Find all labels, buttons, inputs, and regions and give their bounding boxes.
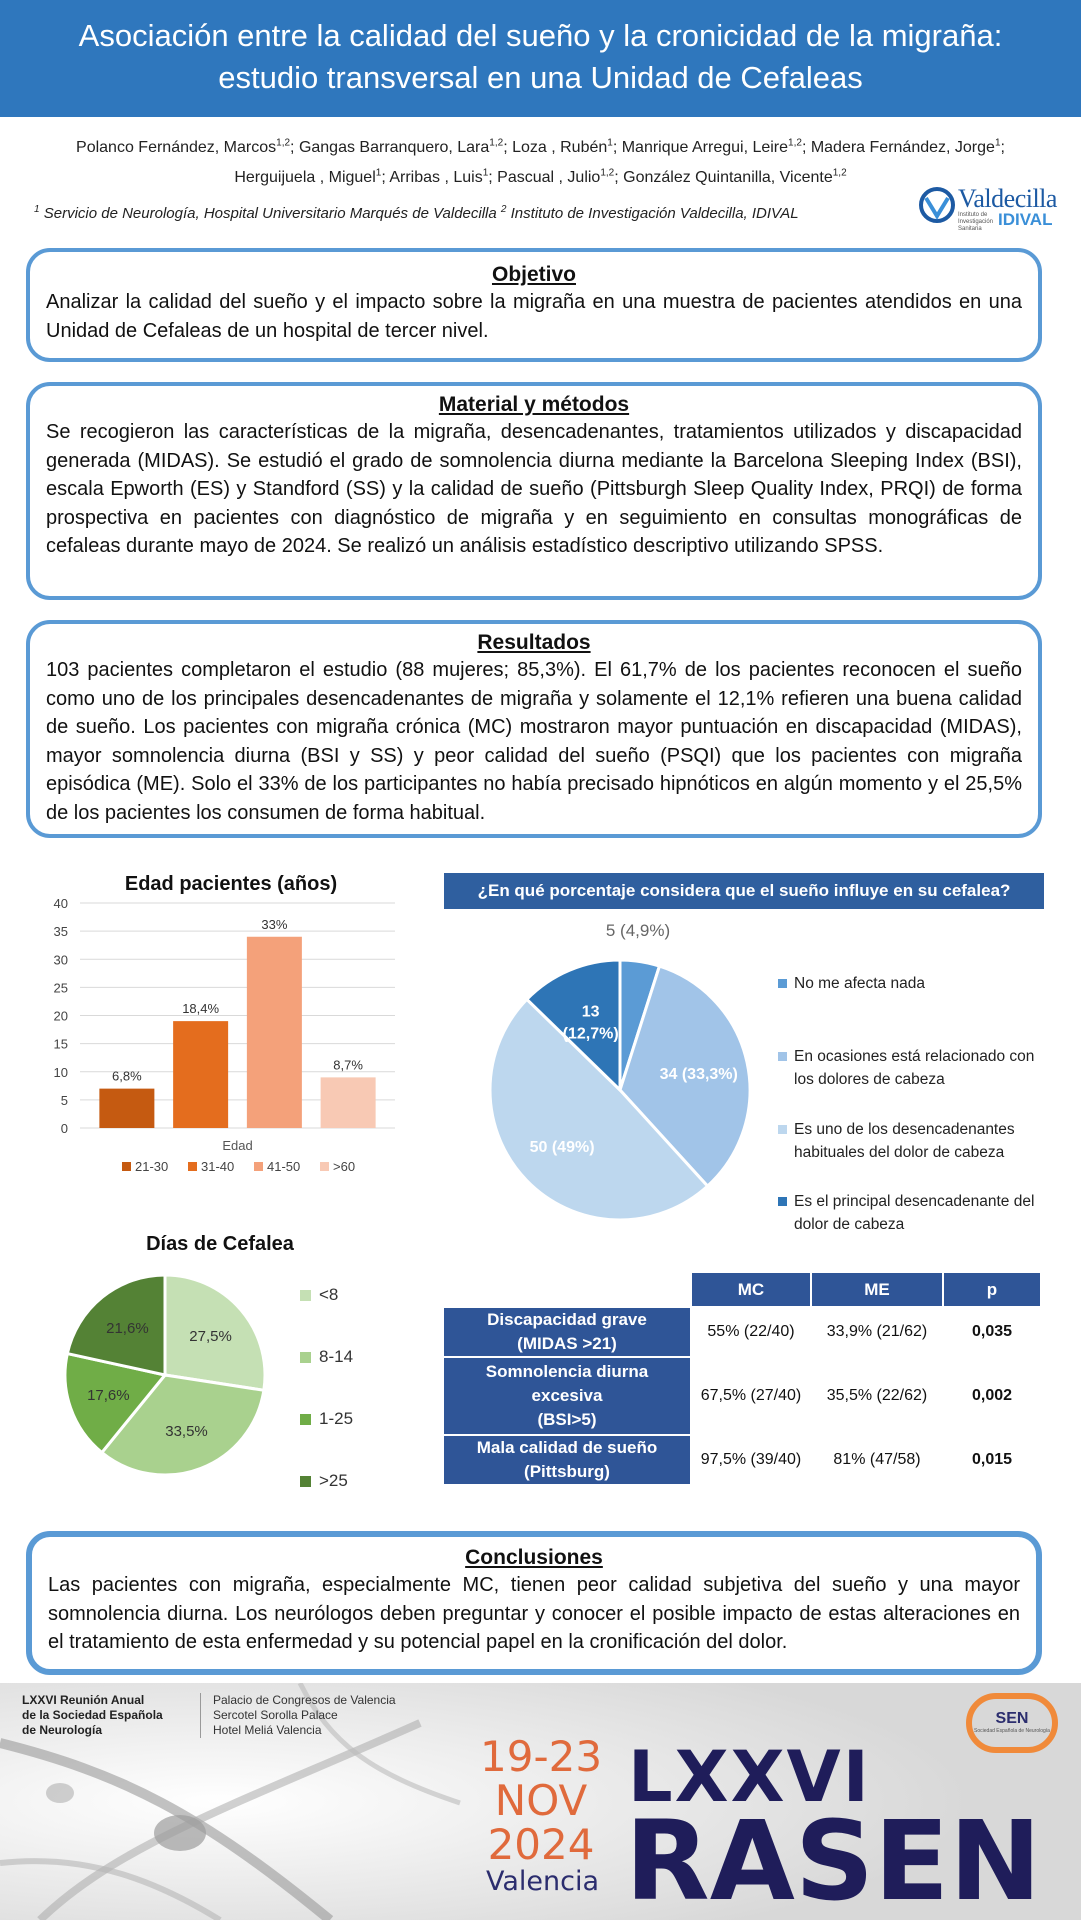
y-tick-label: 10	[53, 1064, 68, 1080]
column-header-p: p	[944, 1273, 1040, 1306]
legend-label: 21-30	[135, 1159, 169, 1174]
cell-me: 33,9% (21/62)	[826, 1323, 928, 1340]
conclusiones-heading: Conclusiones	[465, 1546, 603, 1569]
idival-name: IDIVAL	[998, 210, 1053, 229]
valdecilla-mark-icon	[918, 186, 956, 224]
venue-list: Palacio de Congresos de Valencia Sercotel Sorolla Palace Hotel Meliá Valencia	[200, 1693, 396, 1738]
cell-mc: 55% (22/40)	[707, 1323, 795, 1340]
bar	[247, 937, 302, 1128]
legend-swatch	[300, 1290, 311, 1301]
bar	[173, 1021, 228, 1128]
pie-legend-item: No me afecta nada	[778, 972, 1048, 995]
author: Madera Fernández, Jorge$^1$;	[810, 138, 1005, 157]
influence-pie-chart	[470, 912, 770, 1232]
author: Gangas Barranquero, Lara$^{1,2}$;	[298, 138, 513, 157]
y-tick-label: 35	[53, 924, 68, 940]
author-list	[20, 131, 1061, 190]
dias-legend-item: <8	[300, 1285, 338, 1305]
legend-swatch	[254, 1162, 263, 1171]
resultados-text: 103 pacientes completaron el estudio (88 mujeres; 85,3%). El 61,7% de los pacientes reconocen el sueño como uno de los principales desencadenantes de migraña y solamente el 12,1% refieren una buena calidad de sueño. Los pacientes con migraña crónica (MC) mostraron mayor puntuación en discapacidad (MIDAS), mayor somnolencia diurna (BSI y SS) y peor calidad del sueño (PSQI) que los pacientes con migraña episódica (ME). Solo el 33% de los participantes no había precisado hipnóticos en algún momento y el 25,5% de los pacientes los consumen de forma habitual.	[46, 659, 1022, 824]
legend-swatch	[300, 1476, 311, 1487]
slice-label: 50 (49%)	[529, 1139, 595, 1157]
slice-label: 5 (4,9%)	[605, 921, 671, 940]
conclusiones-text: Las pacientes con migraña, especialmente MC, tienen peor calidad subjetiva del sueño y una mayor somnolencia diurna. Los neurólogos deben preguntar y conocer el posible impacto de estas alteraciones en el tratamiento de esta enfermedad y su potencial papel en la cronificación del dolor.	[48, 1574, 1020, 1653]
legend-swatch	[300, 1352, 311, 1363]
bar-data-label: 6,8%	[112, 1068, 142, 1084]
objetivo-heading: Objetivo	[491, 263, 576, 286]
pie-legend-item: Es el principal desencadenante del dolor de cabeza	[778, 1190, 1048, 1236]
author: Herguijuela , Miguel$^1$;	[234, 167, 390, 186]
cell-me: 81% (47/58)	[833, 1451, 921, 1468]
days-pie-chart	[50, 1260, 290, 1500]
legend-swatch	[778, 1197, 787, 1206]
bar-chart-title: Edad pacientes (años)	[124, 873, 338, 895]
table-row	[444, 1308, 1040, 1356]
valdecilla-name: Valdecilla	[958, 184, 1057, 213]
y-tick-label: 40	[53, 896, 68, 911]
bar-data-label: 33%	[261, 916, 288, 932]
legend-swatch	[778, 1052, 787, 1061]
pie-legend-item: Es uno de los desencadenantes habituales del dolor de cabeza	[778, 1118, 1048, 1164]
x-axis-label: Edad	[222, 1138, 253, 1153]
legend-label: 31-40	[201, 1159, 235, 1174]
column-header-mc: MC	[692, 1273, 810, 1306]
cell-p: 0,015	[971, 1451, 1013, 1468]
sen-logo: SEN Sociedad Española de Neurología	[966, 1693, 1058, 1753]
row-label: Mala calidad de sueño (Pittsburg)	[444, 1436, 690, 1484]
legend-label: >60	[333, 1159, 356, 1174]
brand-rasen: RASEN	[625, 1797, 1042, 1920]
conclusiones-section	[26, 1531, 1042, 1675]
y-tick-label: 30	[53, 952, 68, 968]
slice-label: 27,5%	[189, 1327, 232, 1345]
bar	[99, 1089, 154, 1128]
cell-mc: 97,5% (39/40)	[700, 1451, 802, 1468]
y-tick-label: 25	[53, 980, 68, 996]
pie-chart-title: ¿En qué porcentaje considera que el sueño influye en su cefalea?	[444, 873, 1044, 909]
row-label: Discapacidad grave (MIDAS >21)	[444, 1308, 690, 1356]
resultados-heading: Resultados	[477, 631, 591, 654]
y-tick-label: 20	[53, 1008, 68, 1024]
row-label: Somnolencia diurna excesiva (BSI>5)	[444, 1358, 690, 1434]
metodos-section	[26, 382, 1042, 600]
cell-p: 0,002	[971, 1387, 1013, 1404]
author: Manrique Arregui, Leire$^{1,2}$;	[621, 138, 811, 157]
bar-data-label: 18,4%	[182, 1001, 220, 1017]
legend-swatch	[778, 979, 787, 988]
author: González Quintanilla, Vicente$^{1,2}$	[623, 167, 847, 186]
title-line-2: estudio transversal en una Unidad de Cefaleas	[218, 60, 863, 95]
legend-swatch	[188, 1162, 197, 1171]
bar-data-label: 8,7%	[333, 1057, 363, 1073]
author: Arribas , Luis$^1$;	[389, 167, 498, 186]
resultados-section	[26, 620, 1042, 838]
meeting-name: LXXVI Reunión Anual de la Sociedad Española de Neurología	[22, 1693, 163, 1737]
dias-legend-item: 8-14	[300, 1347, 353, 1367]
metodos-text: Se recogieron las características de la migraña, desencadenantes, tratamientos utilizados y discapacidad generada (MIDAS). Se estudió el grado de somnolencia diurna mediante la Barcelona Sleeping Index (BSI), escala Epworth (ES) y Standford (SS) y la calidad de sueño (Pittsburgh Sleep Quality Index, PRQI) de forma prospectiva en pacientes con diagnóstico de migraña y en seguimiento en consultas monográficas de cefaleas durante mayo de 2024. Se realizó un análisis estadístico descriptivo utilizando SPSS.	[46, 421, 1022, 557]
metodos-heading: Material y métodos	[438, 393, 630, 416]
legend-label: 41-50	[267, 1159, 301, 1174]
congress-city: Valencia	[486, 1866, 600, 1897]
author: Polanco Fernández, Marcos$^{1,2}$;	[76, 138, 299, 157]
affiliations: $^1$ Servicio de Neurología, Hospital Universitario Marqués de Valdecilla $^2$ Instituto de Investigación Valdecilla, IDIVAL	[34, 204, 799, 222]
results-table	[442, 1271, 1042, 1486]
congress-banner	[0, 1683, 1081, 1920]
legend-swatch	[320, 1162, 329, 1171]
table-row	[444, 1358, 1040, 1434]
author: Pascual , Julio$^{1,2}$;	[497, 167, 624, 186]
legend-swatch	[122, 1162, 131, 1171]
legend-swatch	[778, 1125, 787, 1134]
valdecilla-sub: Instituto de Investigación Sanitaria	[958, 212, 994, 232]
cell-me: 35,5% (22/62)	[826, 1387, 928, 1404]
valdecilla-logo	[918, 184, 1068, 232]
slice-label: 13	[581, 1003, 600, 1021]
poster-title	[0, 0, 1081, 117]
cell-p: 0,035	[971, 1323, 1013, 1340]
objetivo-section	[26, 248, 1042, 362]
slice-label: 33,5%	[165, 1423, 208, 1441]
brand-edition: LXXVI	[628, 1736, 871, 1818]
author: Loza , Rubén$^1$;	[512, 138, 622, 157]
bar	[321, 1077, 376, 1128]
y-tick-label: 5	[60, 1092, 68, 1108]
dias-legend-item: 1-25	[300, 1409, 353, 1429]
table-corner	[444, 1273, 690, 1306]
slice-label: 17,6%	[87, 1386, 130, 1404]
table-header-row	[444, 1273, 1040, 1306]
y-tick-label: 15	[53, 1036, 68, 1052]
column-header-me: ME	[812, 1273, 942, 1306]
congress-dates: 19-23 NOV 2024	[480, 1732, 603, 1869]
dias-legend-item: >25	[300, 1471, 348, 1491]
objetivo-text: Analizar la calidad del sueño y el impacto sobre la migraña en una muestra de pacientes atendidos en una Unidad de Cefaleas de un hospital de tercer nivel.	[46, 291, 1022, 342]
cell-mc: 67,5% (27/40)	[700, 1387, 802, 1404]
dias-chart-title: Días de Cefalea	[146, 1233, 294, 1255]
slice-label: 21,6%	[106, 1320, 149, 1338]
slice-label: 34 (33,3%)	[659, 1065, 738, 1083]
y-tick-label: 0	[60, 1121, 68, 1136]
pie-legend-item: En ocasiones está relacionado con los dolores de cabeza	[778, 1045, 1048, 1091]
table-row	[444, 1436, 1040, 1484]
slice-label: (12,7%)	[562, 1025, 619, 1043]
title-line-1: Asociación entre la calidad del sueño y la cronicidad de la migraña:	[78, 18, 1003, 53]
age-bar-chart	[30, 893, 400, 1183]
legend-swatch	[300, 1414, 311, 1425]
